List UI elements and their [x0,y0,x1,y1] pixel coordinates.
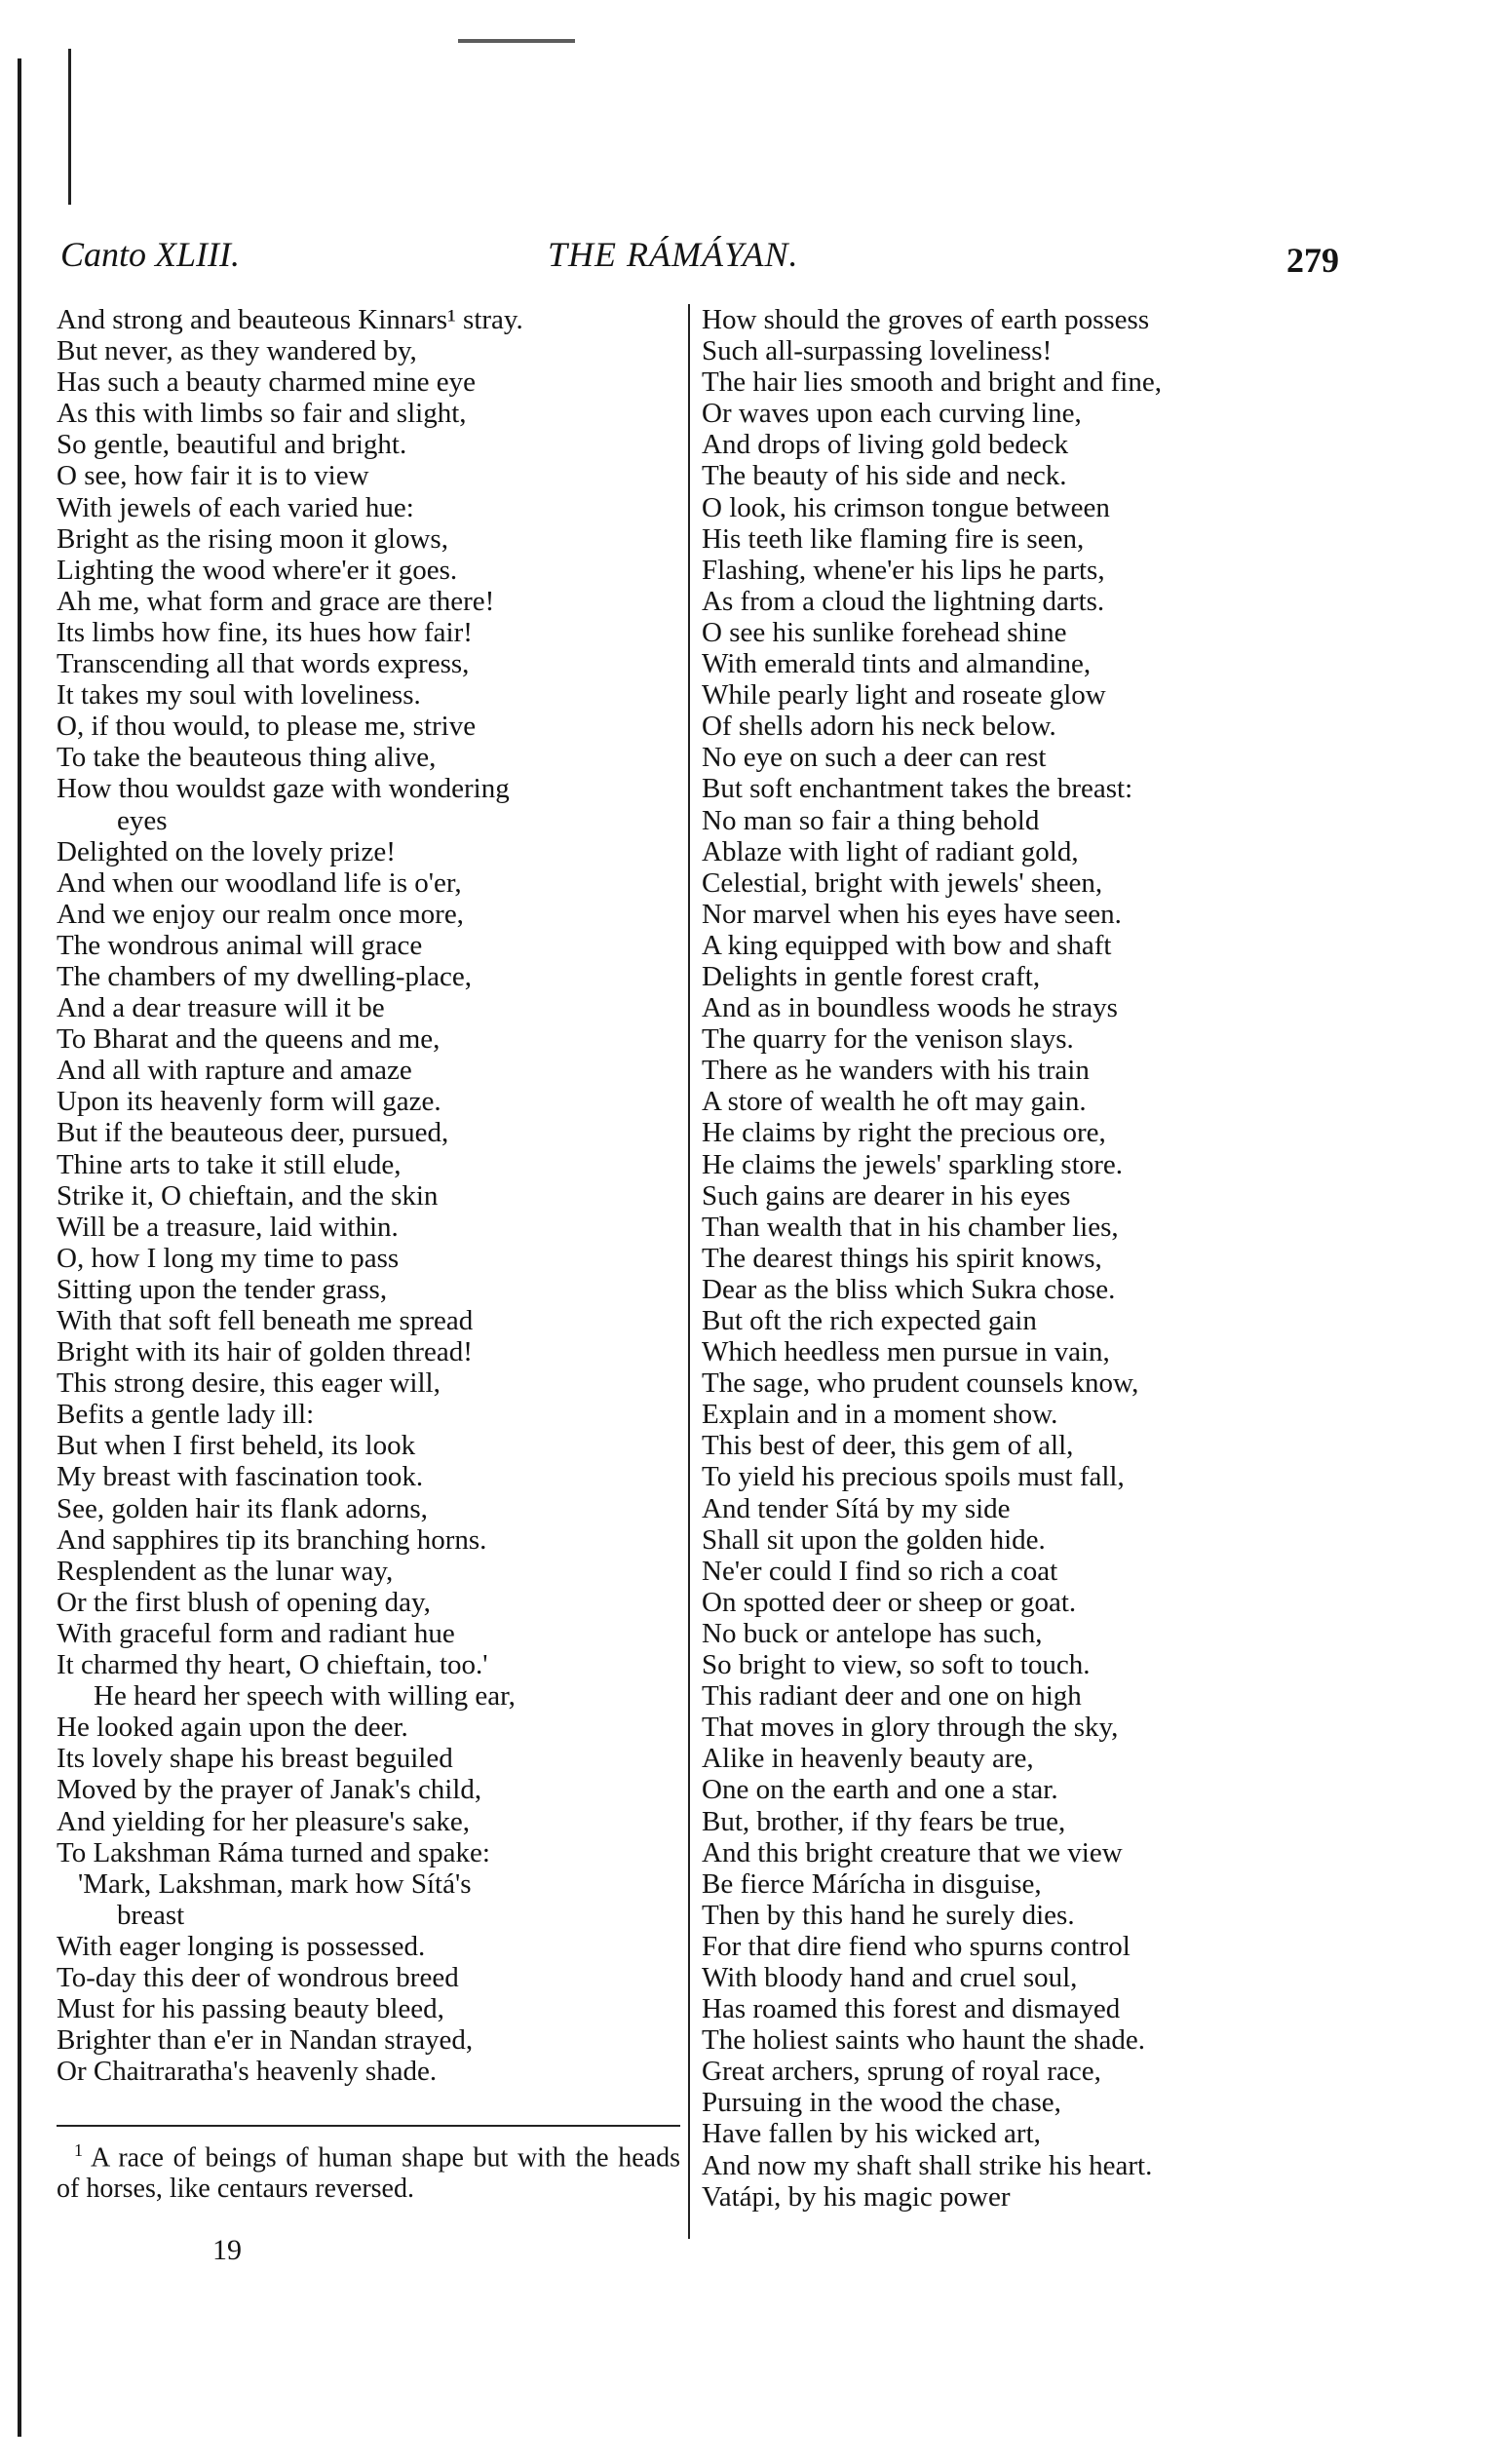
verse-line: To take the beauteous thing alive, [57,742,437,774]
verse-line: Moved by the prayer of Janak's child, [57,1774,482,1806]
verse-line: Shall sit upon the golden hide. [702,1523,1046,1556]
verse-line: The chambers of my dwelling-place, [57,960,472,992]
verse-line: Transcending all that words express, [57,648,470,680]
binding-edge [18,58,21,2437]
verse-line: Of shells adorn his neck below. [702,711,1056,743]
verse-line: O look, his crimson tongue between [702,491,1110,523]
verse-line: It charmed thy heart, O chieftain, too.' [57,1649,488,1681]
verse-line: O see, how fair it is to view [57,460,369,492]
verse-line: And drops of living gold bedeck [702,429,1069,461]
verse-line: O, if thou would, to please me, strive [57,711,477,743]
verse-line: Befits a gentle lady ill: [57,1399,315,1431]
verse-line: With bloody hand and cruel soul, [702,1961,1078,1993]
verse-line: And tender Sítá by my side [702,1492,1011,1524]
verse-line: As this with limbs so fair and slight, [57,398,467,430]
verse-line: But soft enchantment takes the breast: [702,773,1133,805]
verse-line: A king equipped with bow and shaft [702,929,1112,961]
verse-line: This radiant deer and one on high [702,1680,1082,1713]
verse-line: But never, as they wandered by, [57,335,417,367]
verse-line: While pearly light and roseate glow [702,679,1106,712]
verse-line: And yielding for her pleasure's sake, [57,1805,470,1837]
verse-line: And as in boundless woods he strays [702,992,1118,1024]
verse-line: And now my shaft shall strike his heart. [702,2149,1153,2181]
column-divider [688,304,690,2239]
verse-line: Have fallen by his wicked art, [702,2118,1041,2150]
binding-mark [68,49,71,205]
verse-line: Such all-surpassing loveliness! [702,335,1053,367]
verse-line: To Lakshman Ráma turned and spake: [57,1836,490,1868]
verse-line: He looked again upon the deer. [57,1712,408,1744]
footnote [57,2135,680,2205]
verse-line: As from a cloud the lightning darts. [702,585,1105,617]
verse-line: With that soft fell beneath me spread [57,1305,474,1336]
verse-line: The wondrous animal will grace [57,929,423,961]
verse-line: That moves in glory through the sky, [702,1712,1119,1744]
verse-line: No man so fair a thing behold [702,804,1040,836]
verse-line: His teeth like flaming fire is seen, [702,522,1085,555]
verse-line: 'Mark, Lakshman, mark how Sítá's [78,1867,472,1900]
verse-line: Dear as the bliss which Sukra chose. [702,1273,1116,1305]
verse-line: But if the beauteous deer, pursued, [57,1117,449,1149]
verse-line: For that dire fiend who spurns control [702,1930,1131,1962]
verse-line: Upon its heavenly form will gaze. [57,1086,441,1118]
verse-line: Ah me, what form and grace are there! [57,585,495,617]
verse-line: Nor marvel when his eyes have seen. [702,898,1122,930]
verse-line: Thine arts to take it still elude, [57,1148,402,1180]
verse-line: Ablaze with light of radiant gold, [702,835,1079,867]
verse-line: How should the groves of earth possess [702,304,1150,335]
signature-mark: 19 [212,2234,242,2266]
verse-line: No buck or antelope has such, [702,1617,1043,1649]
verse-line: Strike it, O chieftain, and the skin [57,1179,439,1212]
footnote-text: A race of beings of human shape but with the heads of horses, like centaurs reversed. [57,2142,680,2205]
verse-line: Alike in heavenly beauty are, [702,1743,1034,1775]
verse-line: How thou wouldst gaze with wondering [57,773,510,805]
running-header [60,234,1339,283]
verse-line: But when I first beheld, its look [57,1430,416,1462]
verse-line: And we enjoy our realm once more, [57,898,464,930]
verse-line: And sapphires tip its branching horns. [57,1523,487,1556]
verse-line: Has roamed this forest and dismayed [702,1993,1121,2025]
verse-line: Such gains are dearer in his eyes [702,1179,1071,1212]
verse-line: Bright as the rising moon it glows, [57,522,448,555]
verse-line: With emerald tints and almandine, [702,648,1092,680]
footnote-rule [57,2125,680,2127]
verse-line: O see his sunlike forehead shine [702,616,1067,648]
verse-line: Ne'er could I find so rich a coat [702,1555,1058,1587]
verse-line: The sage, who prudent counsels know, [702,1367,1139,1400]
verse-line: Or waves upon each curving line, [702,398,1082,430]
verse-line: No eye on such a deer can rest [702,742,1047,774]
print-smudge [458,39,575,43]
right-column [702,304,1325,2213]
verse-line: Or Chaitraratha's heavenly shade. [57,2056,438,2088]
verse-line: He claims the jewels' sparkling store. [702,1148,1124,1180]
verse-line: Be fierce Márícha in disguise, [702,1867,1042,1900]
verse-line: This best of deer, this gem of all, [702,1430,1074,1462]
verse-line: Lighting the wood where'er it goes. [57,554,458,586]
verse-line: Vatápi, by his magic power [702,2180,1011,2213]
verse-line: The holiest saints who haunt the shade. [702,2024,1146,2057]
verse-line: This strong desire, this eager will, [57,1367,441,1400]
verse-line: It takes my soul with loveliness. [57,679,421,712]
verse-line: eyes [117,804,168,836]
verse-line: He heard her speech with willing ear, [94,1680,516,1713]
verse-line: And a dear treasure will it be [57,992,385,1024]
verse-line: To yield his precious spoils must fall, [702,1461,1125,1493]
verse-line: Its lovely shape his breast beguiled [57,1743,453,1775]
verse-line: On spotted deer or sheep or goat. [702,1586,1077,1618]
left-column [57,304,680,2087]
verse-line: The hair lies smooth and bright and fine, [702,366,1162,399]
verse-line: The dearest things his spirit knows, [702,1242,1102,1274]
verse-line: Explain and in a moment show. [702,1399,1058,1431]
verse-line: And when our woodland life is o'er, [57,866,462,899]
verse-line: Must for his passing beauty bleed, [57,1993,444,2025]
verse-line: The quarry for the venison slays. [702,1023,1074,1056]
verse-line: Will be a treasure, laid within. [57,1211,399,1243]
verse-line: Delights in gentle forest craft, [702,960,1041,992]
verse-line: To-day this deer of wondrous breed [57,1961,459,1993]
verse-line: And strong and beauteous Kinnars¹ stray. [57,304,523,335]
verse-line: But oft the rich expected gain [702,1305,1037,1336]
verse-line: Which heedless men pursue in vain, [702,1336,1110,1368]
verse-line: With jewels of each varied hue: [57,491,414,523]
verse-line: O, how I long my time to pass [57,1242,400,1274]
verse-line: Resplendent as the lunar way, [57,1555,394,1587]
verse-line: breast [117,1899,185,1931]
verse-line: And this bright creature that we view [702,1836,1123,1868]
verse-line: But, brother, if thy fears be true, [702,1805,1066,1837]
verse-line: With eager longing is possessed. [57,1930,426,1962]
verse-line: To Bharat and the queens and me, [57,1023,441,1056]
verse-line: Has such a beauty charmed mine eye [57,366,476,399]
footnote-mark: 1 [74,2140,83,2160]
verse-line: Brighter than e'er in Nandan strayed, [57,2024,474,2057]
verse-line: One on the earth and one a star. [702,1774,1058,1806]
verse-line: So bright to view, so soft to touch. [702,1649,1091,1681]
verse-line: Then by this hand he surely dies. [702,1899,1075,1931]
verse-line: The beauty of his side and neck. [702,460,1067,492]
verse-line: Sitting upon the tender grass, [57,1273,388,1305]
verse-line: See, golden hair its flank adorns, [57,1492,428,1524]
verse-line: My breast with fascination took. [57,1461,424,1493]
verse-line: Than wealth that in his chamber lies, [702,1211,1119,1243]
verse-line: Bright with its hair of golden thread! [57,1336,473,1368]
page-number: 279 [1286,241,1339,280]
verse-line: Celestial, bright with jewels' sheen, [702,866,1103,899]
verse-line: He claims by right the precious ore, [702,1117,1106,1149]
verse-line: So gentle, beautiful and bright. [57,429,407,461]
book-title: THE RÁMÁYAN. [548,235,799,274]
verse-line: With graceful form and radiant hue [57,1617,455,1649]
verse-line: Pursuing in the wood the chase, [702,2087,1061,2119]
verse-line: Or the first blush of opening day, [57,1586,431,1618]
verse-line: Its limbs how fine, its hues how fair! [57,616,473,648]
verse-line: A store of wealth he oft may gain. [702,1086,1087,1118]
verse-line: Delighted on the lovely prize! [57,835,396,867]
verse-line: There as he wanders with his train [702,1055,1090,1087]
verse-line: Flashing, whene'er his lips he parts, [702,554,1105,586]
verse-line: And all with rapture and amaze [57,1055,412,1087]
verse-line: Great archers, sprung of royal race, [702,2056,1101,2088]
canto-label: Canto XLIII. [60,235,240,274]
